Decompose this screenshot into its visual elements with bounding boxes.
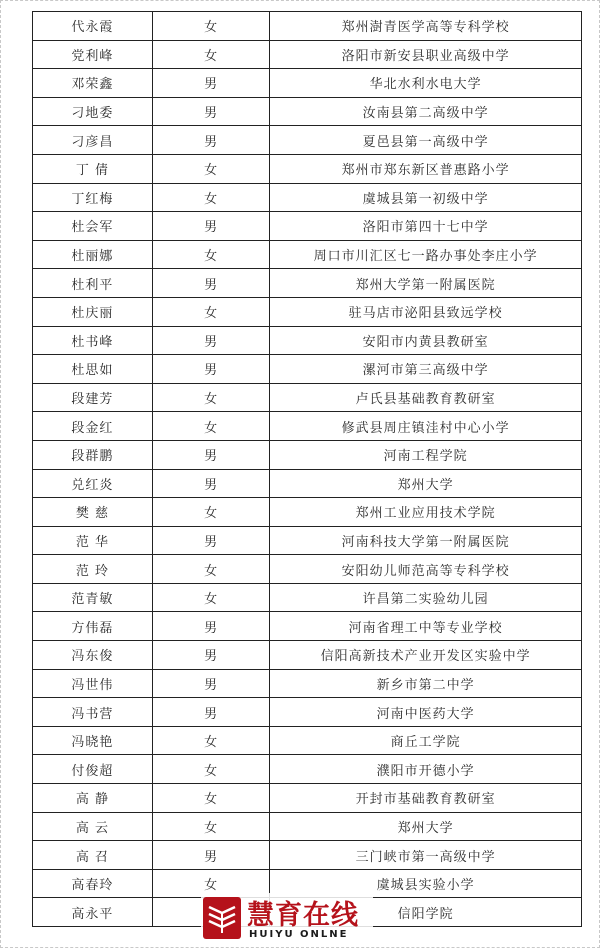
gender-cell: 女 [152,498,269,527]
organization-cell: 新乡市第二中学 [270,669,582,698]
gender-cell: 女 [152,183,269,212]
name-cell: 高 静 [33,784,153,813]
name-cell: 刁地委 [33,97,153,126]
name-cell: 高永平 [33,898,153,927]
name-cell: 杜丽娜 [33,240,153,269]
organization-cell: 卢氏县基础教育教研室 [270,383,582,412]
table-row [33,326,582,355]
gender-cell: 女 [152,726,269,755]
gender-cell: 男 [152,97,269,126]
organization-cell: 郑州大学 [270,469,582,498]
name-cell: 党利峰 [33,40,153,69]
organization-cell: 修武县周庄镇洼村中心小学 [270,412,582,441]
gender-cell: 女 [152,383,269,412]
gender-cell: 男 [152,612,269,641]
organization-cell: 郑州市郑东新区普惠路小学 [270,154,582,183]
table-row [33,212,582,241]
organization-cell: 商丘工学院 [270,726,582,755]
table-row [33,526,582,555]
gender-cell: 女 [152,784,269,813]
table-row [33,583,582,612]
table-row [33,812,582,841]
table-row [33,383,582,412]
table-row [33,97,582,126]
name-cell: 冯世伟 [33,669,153,698]
name-cell: 兑红炎 [33,469,153,498]
name-cell: 范 玲 [33,555,153,584]
organization-cell: 信阳高新技术产业开发区实验中学 [270,641,582,670]
gender-cell: 女 [152,412,269,441]
name-cell: 樊 慈 [33,498,153,527]
name-cell: 杜书峰 [33,326,153,355]
gender-cell: 男 [152,841,269,870]
table-row [33,240,582,269]
book-logo-icon [203,897,241,939]
table-row [33,412,582,441]
name-cell: 杜会军 [33,212,153,241]
organization-cell: 虞城县实验小学 [270,869,582,898]
organization-cell: 开封市基础教育教研室 [270,784,582,813]
organization-cell: 夏邑县第一高级中学 [270,126,582,155]
gender-cell: 男 [152,440,269,469]
gender-cell: 女 [152,12,269,41]
gender-cell: 男 [152,269,269,298]
gender-cell: 女 [152,583,269,612]
table-row [33,440,582,469]
table-row [33,126,582,155]
gender-cell: 女 [152,755,269,784]
name-cell: 杜利平 [33,269,153,298]
table-row [33,297,582,326]
watermark-logo [201,893,373,945]
name-cell: 丁红梅 [33,183,153,212]
organization-cell: 濮阳市开德小学 [270,755,582,784]
watermark-subtitle: HUIYU ONLNE [249,929,349,940]
table-row [33,755,582,784]
organization-cell: 许昌第二实验幼儿园 [270,583,582,612]
table-row [33,269,582,298]
organization-cell: 郑州澍青医学高等专科学校 [270,12,582,41]
table-row [33,498,582,527]
gender-cell: 女 [152,40,269,69]
roster-table [32,11,582,927]
name-cell: 范 华 [33,526,153,555]
organization-cell: 河南中医药大学 [270,698,582,727]
name-cell: 范青敏 [33,583,153,612]
organization-cell: 洛阳市新安县职业高级中学 [270,40,582,69]
gender-cell: 男 [152,641,269,670]
name-cell: 高 召 [33,841,153,870]
name-cell: 杜庆丽 [33,297,153,326]
organization-cell: 三门峡市第一高级中学 [270,841,582,870]
organization-cell: 郑州工业应用技术学院 [270,498,582,527]
gender-cell: 女 [152,297,269,326]
name-cell: 丁 倩 [33,154,153,183]
table-row [33,784,582,813]
name-cell: 段金红 [33,412,153,441]
table-row [33,154,582,183]
name-cell: 冯晓艳 [33,726,153,755]
organization-cell: 华北水利水电大学 [270,69,582,98]
name-cell: 段建芳 [33,383,153,412]
gender-cell: 女 [152,154,269,183]
name-cell: 段群鹏 [33,440,153,469]
name-cell: 方伟磊 [33,612,153,641]
table-row [33,612,582,641]
table-row [33,698,582,727]
table-row [33,841,582,870]
table-row [33,669,582,698]
organization-cell: 安阳幼儿师范高等专科学校 [270,555,582,584]
organization-cell: 安阳市内黄县教研室 [270,326,582,355]
name-cell: 冯东俊 [33,641,153,670]
table-row [33,12,582,41]
roster-body [33,12,582,927]
table-row [33,69,582,98]
organization-cell: 洛阳市第四十七中学 [270,212,582,241]
gender-cell: 男 [152,69,269,98]
watermark-title: 慧育在线 [247,900,359,931]
gender-cell: 男 [152,469,269,498]
gender-cell: 男 [152,326,269,355]
name-cell: 冯书营 [33,698,153,727]
table-row [33,555,582,584]
organization-cell: 虞城县第一初级中学 [270,183,582,212]
name-cell: 高春玲 [33,869,153,898]
organization-cell: 郑州大学 [270,812,582,841]
organization-cell: 郑州大学第一附属医院 [270,269,582,298]
name-cell: 高 云 [33,812,153,841]
gender-cell: 男 [152,126,269,155]
gender-cell: 女 [152,869,269,898]
gender-cell: 男 [152,212,269,241]
table-row [33,40,582,69]
organization-cell: 驻马店市泌阳县致远学校 [270,297,582,326]
name-cell: 邓荣鑫 [33,69,153,98]
table-row [33,355,582,384]
name-cell: 付俊超 [33,755,153,784]
organization-cell: 河南省理工中等专业学校 [270,612,582,641]
table-row [33,183,582,212]
gender-cell: 男 [152,355,269,384]
organization-cell: 汝南县第二高级中学 [270,97,582,126]
gender-cell: 女 [152,555,269,584]
table-row [33,726,582,755]
organization-cell: 河南工程学院 [270,440,582,469]
gender-cell: 女 [152,240,269,269]
organization-cell: 漯河市第三高级中学 [270,355,582,384]
organization-cell: 河南科技大学第一附属医院 [270,526,582,555]
organization-cell: 周口市川汇区七一路办事处李庄小学 [270,240,582,269]
name-cell: 杜思如 [33,355,153,384]
name-cell: 代永霞 [33,12,153,41]
gender-cell: 男 [152,698,269,727]
gender-cell: 女 [152,812,269,841]
gender-cell: 男 [152,669,269,698]
table-row [33,641,582,670]
gender-cell: 男 [152,526,269,555]
name-cell: 刁彦昌 [33,126,153,155]
organization-cell: 信阳学院 [270,898,582,927]
table-row [33,469,582,498]
